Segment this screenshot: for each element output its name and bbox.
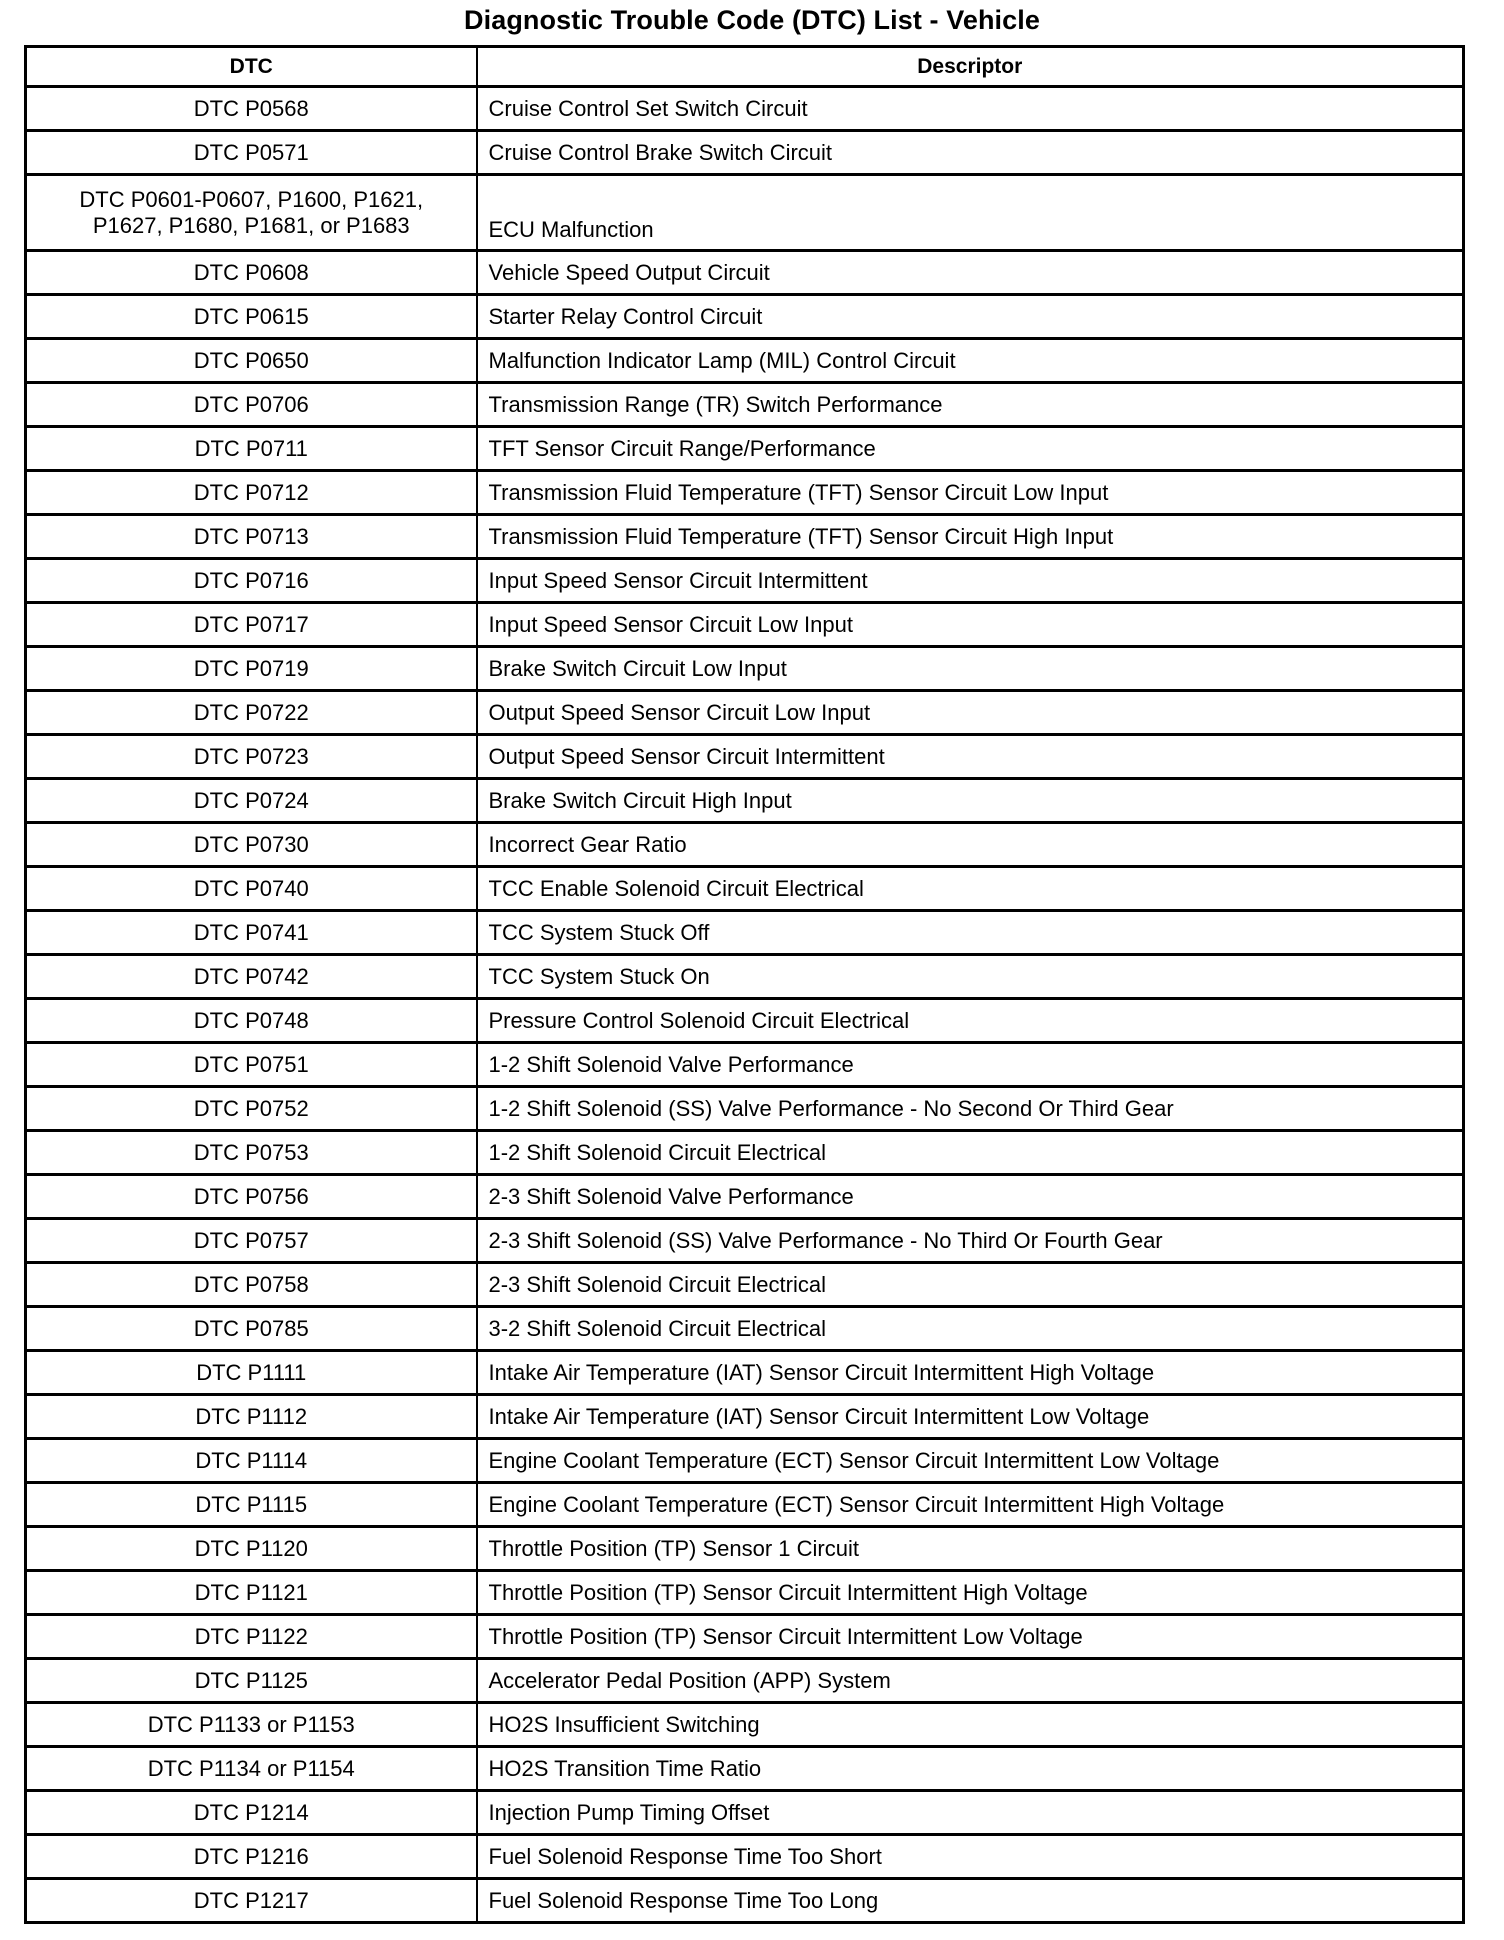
- descriptor-cell: Cruise Control Set Switch Circuit: [477, 87, 1464, 131]
- dtc-table: [24, 45, 1465, 1924]
- dtc-code-cell: DTC P1115: [26, 1483, 477, 1527]
- descriptor-cell: Engine Coolant Temperature (ECT) Sensor Circuit Intermittent Low Voltage: [477, 1439, 1464, 1483]
- dtc-code-cell: DTC P0713: [26, 515, 477, 559]
- table-row: [26, 1527, 1464, 1571]
- descriptor-cell: TFT Sensor Circuit Range/Performance: [477, 427, 1464, 471]
- dtc-code-cell: DTC P0722: [26, 691, 477, 735]
- descriptor-cell: Input Speed Sensor Circuit Intermittent: [477, 559, 1464, 603]
- dtc-code-cell: DTC P0742: [26, 955, 477, 999]
- table-row: [26, 1131, 1464, 1175]
- dtc-code-cell: DTC P0712: [26, 471, 477, 515]
- descriptor-cell: Cruise Control Brake Switch Circuit: [477, 131, 1464, 175]
- dtc-code-cell: DTC P0719: [26, 647, 477, 691]
- descriptor-cell: Fuel Solenoid Response Time Too Short: [477, 1835, 1464, 1879]
- table-row: [26, 1395, 1464, 1439]
- table-header-row: [26, 47, 1464, 87]
- descriptor-cell: TCC System Stuck Off: [477, 911, 1464, 955]
- dtc-code-cell: DTC P0615: [26, 295, 477, 339]
- dtc-code-cell: DTC P0650: [26, 339, 477, 383]
- descriptor-cell: TCC Enable Solenoid Circuit Electrical: [477, 867, 1464, 911]
- table-row: [26, 1307, 1464, 1351]
- dtc-code-cell: DTC P0741: [26, 911, 477, 955]
- dtc-code-cell: DTC P1122: [26, 1615, 477, 1659]
- dtc-code-cell: DTC P0751: [26, 1043, 477, 1087]
- table-row: [26, 1747, 1464, 1791]
- descriptor-cell: 2-3 Shift Solenoid (SS) Valve Performance - No Third Or Fourth Gear: [477, 1219, 1464, 1263]
- table-row: [26, 911, 1464, 955]
- dtc-code-cell: DTC P0756: [26, 1175, 477, 1219]
- descriptor-cell: Accelerator Pedal Position (APP) System: [477, 1659, 1464, 1703]
- dtc-code-cell: DTC P0785: [26, 1307, 477, 1351]
- table-row: [26, 131, 1464, 175]
- dtc-code-cell: [26, 175, 477, 251]
- table-row: [26, 339, 1464, 383]
- table-row: [26, 1043, 1464, 1087]
- descriptor-cell: Engine Coolant Temperature (ECT) Sensor Circuit Intermittent High Voltage: [477, 1483, 1464, 1527]
- dtc-code-cell: DTC P0706: [26, 383, 477, 427]
- descriptor-cell: Output Speed Sensor Circuit Intermittent: [477, 735, 1464, 779]
- dtc-code-cell: DTC P0748: [26, 999, 477, 1043]
- table-row: [26, 1791, 1464, 1835]
- table-row: [26, 515, 1464, 559]
- dtc-code-cell: DTC P0752: [26, 1087, 477, 1131]
- dtc-code-cell: DTC P0608: [26, 251, 477, 295]
- table-row: [26, 603, 1464, 647]
- descriptor-cell: Intake Air Temperature (IAT) Sensor Circuit Intermittent High Voltage: [477, 1351, 1464, 1395]
- dtc-code-cell: DTC P0716: [26, 559, 477, 603]
- table-row: [26, 1571, 1464, 1615]
- table-row: [26, 1835, 1464, 1879]
- descriptor-cell: Throttle Position (TP) Sensor Circuit Intermittent Low Voltage: [477, 1615, 1464, 1659]
- descriptor-cell: 1-2 Shift Solenoid Valve Performance: [477, 1043, 1464, 1087]
- dtc-code-cell: DTC P0758: [26, 1263, 477, 1307]
- table-row: [26, 559, 1464, 603]
- table-row: [26, 1483, 1464, 1527]
- table-row: [26, 295, 1464, 339]
- table-row: [26, 175, 1464, 251]
- descriptor-cell: Brake Switch Circuit High Input: [477, 779, 1464, 823]
- table-row: [26, 87, 1464, 131]
- dtc-code-cell: DTC P0723: [26, 735, 477, 779]
- descriptor-cell: 2-3 Shift Solenoid Circuit Electrical: [477, 1263, 1464, 1307]
- dtc-code-cell: DTC P1112: [26, 1395, 477, 1439]
- descriptor-cell: HO2S Insufficient Switching: [477, 1703, 1464, 1747]
- table-row: [26, 1263, 1464, 1307]
- dtc-code-cell: DTC P1125: [26, 1659, 477, 1703]
- dtc-code-cell: DTC P0740: [26, 867, 477, 911]
- dtc-code-line: DTC P0601-P0607, P1600, P1621,: [79, 186, 424, 212]
- dtc-code-cell: DTC P0757: [26, 1219, 477, 1263]
- table-row: [26, 1219, 1464, 1263]
- descriptor-cell: Output Speed Sensor Circuit Low Input: [477, 691, 1464, 735]
- dtc-code-cell: DTC P1134 or P1154: [26, 1747, 477, 1791]
- dtc-code-cell: DTC P1133 or P1153: [26, 1703, 477, 1747]
- dtc-code-cell: DTC P0753: [26, 1131, 477, 1175]
- descriptor-cell: Brake Switch Circuit Low Input: [477, 647, 1464, 691]
- table-row: [26, 691, 1464, 735]
- dtc-code-cell: DTC P1120: [26, 1527, 477, 1571]
- table-row: [26, 779, 1464, 823]
- table-row: [26, 1087, 1464, 1131]
- descriptor-cell: ECU Malfunction: [477, 175, 1464, 251]
- descriptor-cell: Fuel Solenoid Response Time Too Long: [477, 1879, 1464, 1923]
- descriptor-cell: Transmission Fluid Temperature (TFT) Sensor Circuit Low Input: [477, 471, 1464, 515]
- table-body: [26, 87, 1464, 1923]
- table-row: [26, 251, 1464, 295]
- descriptor-cell: Incorrect Gear Ratio: [477, 823, 1464, 867]
- dtc-code-cell: DTC P1121: [26, 1571, 477, 1615]
- descriptor-cell: Vehicle Speed Output Circuit: [477, 251, 1464, 295]
- column-header-dtc: DTC: [26, 47, 477, 87]
- table-row: [26, 471, 1464, 515]
- table-row: [26, 383, 1464, 427]
- descriptor-cell: Injection Pump Timing Offset: [477, 1791, 1464, 1835]
- descriptor-cell: 3-2 Shift Solenoid Circuit Electrical: [477, 1307, 1464, 1351]
- table-row: [26, 647, 1464, 691]
- table-row: [26, 1351, 1464, 1395]
- dtc-code-cell: DTC P0711: [26, 427, 477, 471]
- dtc-code-cell: DTC P1214: [26, 1791, 477, 1835]
- column-header-descriptor: Descriptor: [477, 47, 1464, 87]
- table-row: [26, 867, 1464, 911]
- table-row: [26, 427, 1464, 471]
- dtc-code-cell: DTC P1114: [26, 1439, 477, 1483]
- descriptor-cell: Throttle Position (TP) Sensor 1 Circuit: [477, 1527, 1464, 1571]
- dtc-code-cell: DTC P0568: [26, 87, 477, 131]
- descriptor-cell: 1-2 Shift Solenoid (SS) Valve Performance - No Second Or Third Gear: [477, 1087, 1464, 1131]
- table-row: [26, 955, 1464, 999]
- table-row: [26, 1703, 1464, 1747]
- dtc-code-cell: DTC P1217: [26, 1879, 477, 1923]
- table-row: [26, 1659, 1464, 1703]
- descriptor-cell: 2-3 Shift Solenoid Valve Performance: [477, 1175, 1464, 1219]
- descriptor-cell: Malfunction Indicator Lamp (MIL) Control Circuit: [477, 339, 1464, 383]
- dtc-code-cell: DTC P0571: [26, 131, 477, 175]
- table-row: [26, 1879, 1464, 1923]
- dtc-code-cell: DTC P0717: [26, 603, 477, 647]
- dtc-code-cell: DTC P0730: [26, 823, 477, 867]
- descriptor-cell: Transmission Fluid Temperature (TFT) Sensor Circuit High Input: [477, 515, 1464, 559]
- descriptor-cell: TCC System Stuck On: [477, 955, 1464, 999]
- descriptor-cell: HO2S Transition Time Ratio: [477, 1747, 1464, 1791]
- table-row: [26, 999, 1464, 1043]
- descriptor-cell: 1-2 Shift Solenoid Circuit Electrical: [477, 1131, 1464, 1175]
- descriptor-cell: Transmission Range (TR) Switch Performance: [477, 383, 1464, 427]
- descriptor-cell: Pressure Control Solenoid Circuit Electrical: [477, 999, 1464, 1043]
- table-row: [26, 823, 1464, 867]
- table-row: [26, 735, 1464, 779]
- dtc-code-line: P1627, P1680, P1681, or P1683: [92, 212, 410, 238]
- dtc-code-cell: DTC P1216: [26, 1835, 477, 1879]
- descriptor-cell: Intake Air Temperature (IAT) Sensor Circuit Intermittent Low Voltage: [477, 1395, 1464, 1439]
- descriptor-cell: Throttle Position (TP) Sensor Circuit Intermittent High Voltage: [477, 1571, 1464, 1615]
- descriptor-cell: Starter Relay Control Circuit: [477, 295, 1464, 339]
- table-row: [26, 1439, 1464, 1483]
- dtc-code-cell: DTC P1111: [26, 1351, 477, 1395]
- table-row: [26, 1175, 1464, 1219]
- table-row: [26, 1615, 1464, 1659]
- descriptor-cell: Input Speed Sensor Circuit Low Input: [477, 603, 1464, 647]
- page-title: Diagnostic Trouble Code (DTC) List - Vehicle: [464, 5, 1040, 35]
- dtc-code-cell: DTC P0724: [26, 779, 477, 823]
